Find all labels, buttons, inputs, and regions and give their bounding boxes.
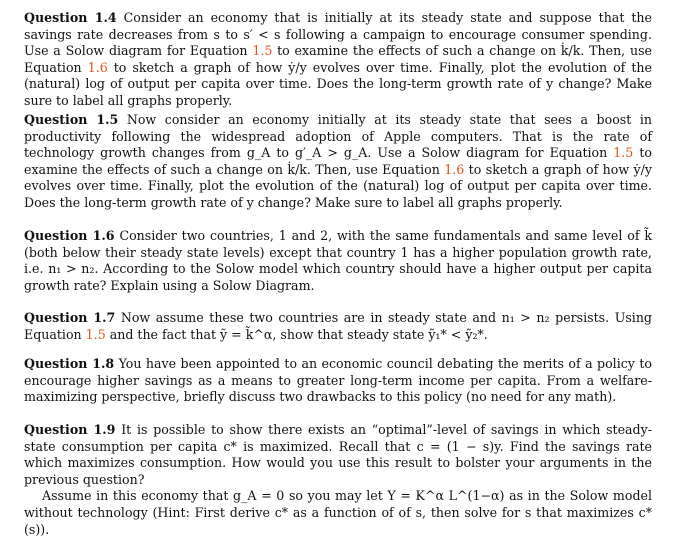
question-label: Question 1.9 bbox=[24, 422, 116, 437]
equation-ref: 1.5 bbox=[613, 145, 634, 161]
question-label: Question 1.5 bbox=[24, 112, 119, 127]
question-1-7 bbox=[24, 310, 652, 343]
question-text: Consider an economy that is initially at its steady state and suppose that the savings rate decreases from s to s′ < s following a campaign to encourage consumer spending. Use a Solow diagram for Equation 1.5 to examine the effects of such a change on k̇/k. Then, use Equation 1.6 to sketch a graph of how ẏ/y evolves over time. Finally, plot the evolution of the (natural) log of output per capita over time. Does the long-term growth rate of y change? Make sure to label all graphs properly. bbox=[24, 10, 652, 108]
question-label: Question 1.8 bbox=[24, 356, 115, 371]
question-1-5 bbox=[24, 112, 652, 212]
question-1-4 bbox=[24, 10, 652, 110]
question-1-6 bbox=[24, 228, 652, 294]
question-text: Consider two countries, 1 and 2, with the same fundamentals and same level of k̃ (both below their steady state levels) except that country 1 has a higher population growth rate, i.e. n₁ > n₂. According to the Solow model which country should have a higher output per capita growth rate? Explain using a Solow Diagram. bbox=[24, 228, 652, 293]
question-continuation: Assume in this economy that g_A = 0 so you may let Y = K^α L^(1−α) as in the Solow model without technology (Hint: First derive c* as a function of of s, then solve for s that maximizes c*(s)). bbox=[24, 488, 652, 537]
equation-ref: 1.5 bbox=[85, 326, 106, 342]
question-text: Now assume these two countries are in steady state and n₁ > n₂ persists. Using Equation 1.5 and the fact that ỹ = k̃^α, show that steady state ỹ₁* < ỹ₂*. bbox=[24, 310, 652, 342]
question-1-9 bbox=[24, 422, 652, 538]
equation-ref: 1.5 bbox=[252, 43, 273, 59]
question-text: You have been appointed to an economic council debating the merits of a policy to encourage higher savings as a means to greater long-term income per capita. From a welfare-maximizing perspective, briefly discuss two drawbacks to this policy (no need for any math). bbox=[24, 356, 652, 405]
equation-ref: 1.6 bbox=[87, 59, 108, 75]
question-text: Now consider an economy initially at its steady state that sees a boost in productivity following the widespread adoption of Apple computers. That is the rate of technology growth changes from g_A to g′_A > g_A. Use a Solow diagram for Equation 1.5 to examine the effects of such a change on k̇/k. Then, use Equation 1.6 to sketch a graph of how ẏ/y evolves over time. Finally, plot the evolution of the (natural) log of output per capita over time. Does the long-term growth rate of y change? Make sure to label all graphs properly. bbox=[24, 112, 652, 210]
question-label: Question 1.6 bbox=[24, 228, 115, 243]
question-label: Question 1.4 bbox=[24, 10, 117, 25]
question-label: Question 1.7 bbox=[24, 310, 116, 325]
equation-ref: 1.6 bbox=[444, 161, 465, 177]
question-text: It is possible to show there exists an “optimal”-level of savings in which steady-state consumption per capita c* is maximized. Recall that c = (1 − s)y. Find the savings rate which maximizes consumption. How would you use this result to bolster your arguments in the previous question? bbox=[24, 422, 652, 487]
question-1-8 bbox=[24, 356, 652, 406]
